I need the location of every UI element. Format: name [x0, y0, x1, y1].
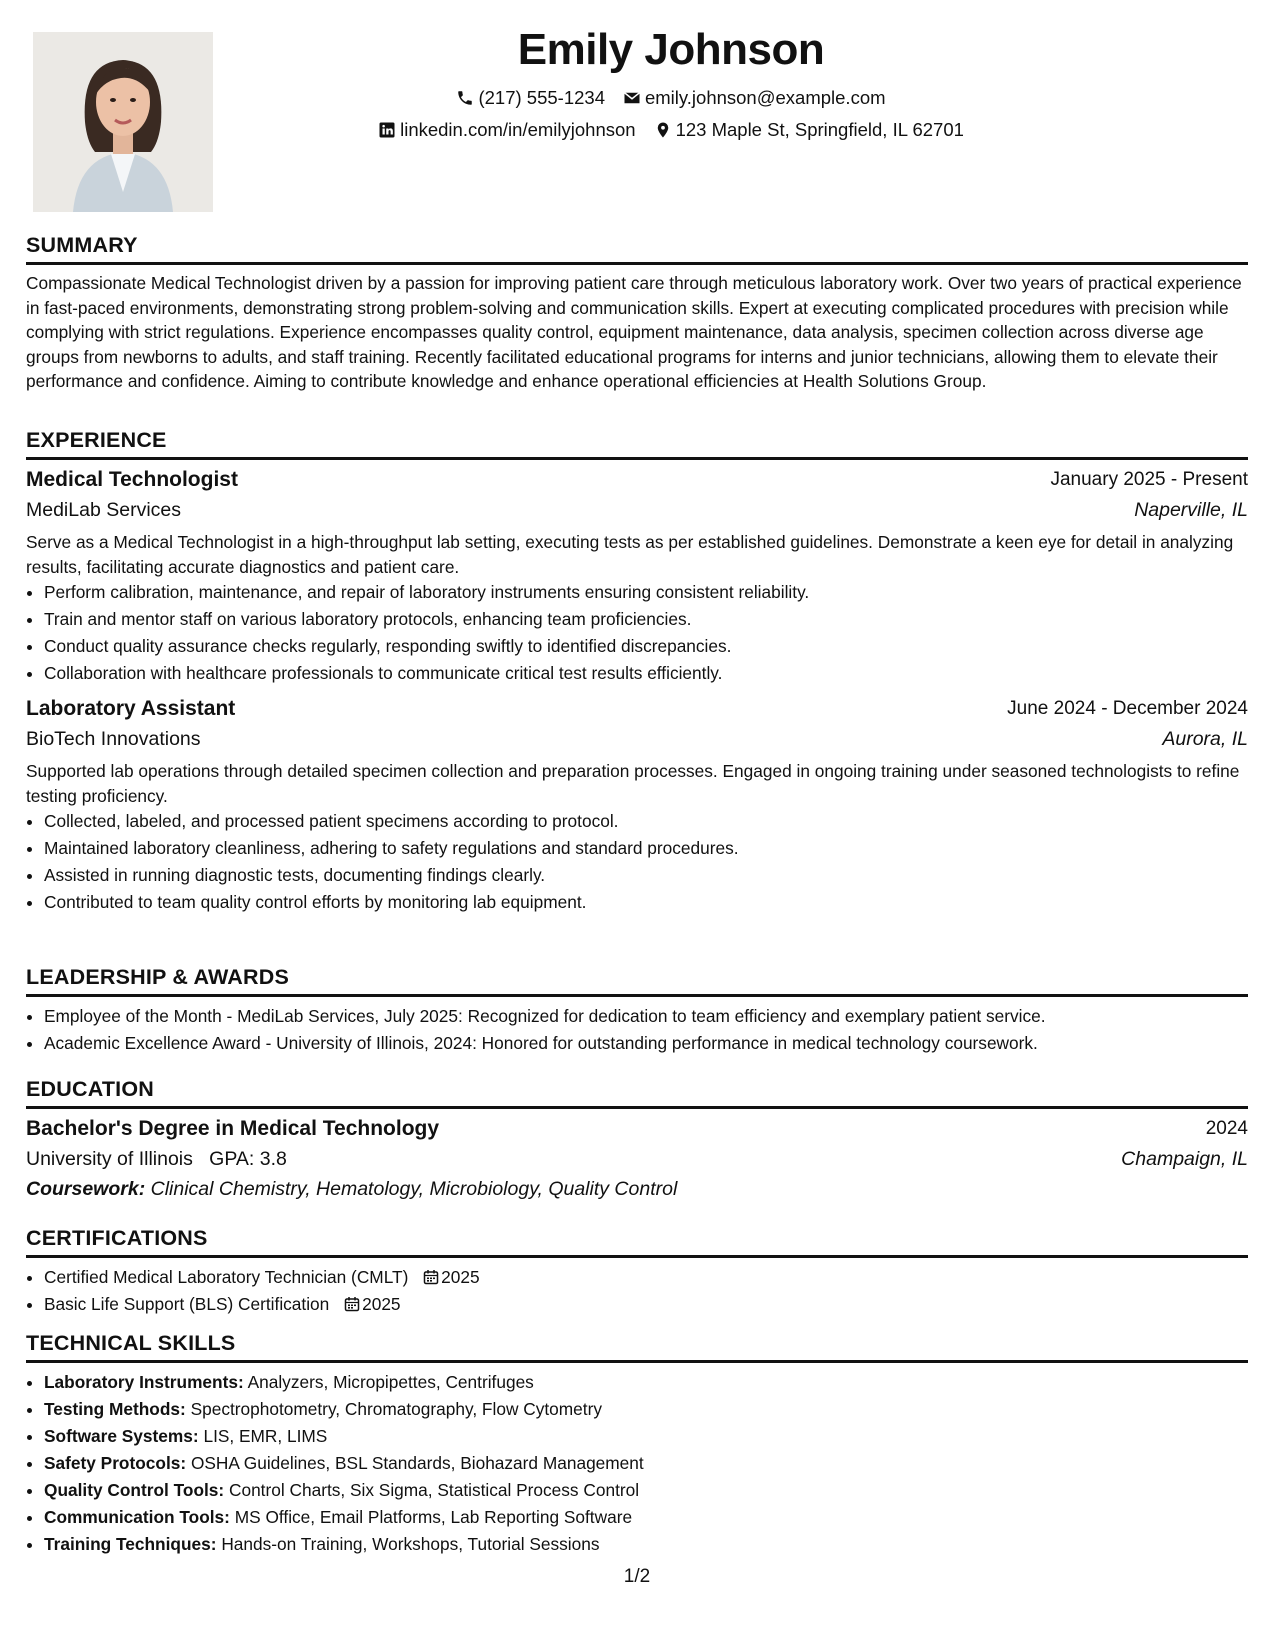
list-item: • Assisted in running diagnostic tests, documenting findings clearly.	[44, 862, 1248, 889]
job-header	[26, 464, 1248, 495]
page-number: 1/2	[623, 1566, 651, 1587]
job-header	[26, 693, 1248, 724]
list-item: • Maintained laboratory cleanliness, adhering to safety regulations and standard procedures.	[44, 835, 1248, 862]
section-title: TECHNICAL SKILLS	[26, 1328, 1248, 1363]
skill-label: Laboratory Instruments:	[44, 1372, 244, 1392]
certification-name: Certified Medical Laboratory Technician (CMLT)	[44, 1267, 409, 1287]
awards-list	[26, 1003, 1248, 1057]
list-item: • Employee of the Month - MediLab Services, July 2025: Recognized for dedication to team efficiency and exemplary patient service.	[44, 1003, 1248, 1030]
skill-value: LIS, EMR, LIMS	[203, 1426, 328, 1446]
company-name: BioTech Innovations	[26, 728, 201, 750]
school-info	[26, 1144, 287, 1174]
list-item	[44, 1396, 1248, 1423]
contact-line-2	[226, 114, 1116, 146]
skill-label: Software Systems:	[44, 1426, 199, 1446]
list-item	[44, 1264, 1248, 1291]
skills-list	[26, 1369, 1248, 1558]
email-contact[interactable]	[623, 82, 886, 114]
section-title: CERTIFICATIONS	[26, 1223, 1248, 1258]
job-bullets	[26, 579, 1248, 687]
school-location: Champaign, IL	[1121, 1148, 1248, 1170]
phone-text: (217) 555-1234	[478, 87, 605, 108]
linkedin-icon	[378, 121, 396, 139]
linkedin-contact[interactable]	[378, 114, 635, 146]
skill-value: Hands-on Training, Workshops, Tutorial Sessions	[221, 1534, 600, 1554]
certification-year: 2025	[441, 1267, 480, 1287]
job-bullets	[26, 808, 1248, 916]
contact-line-1	[226, 82, 1116, 114]
job-entry	[26, 464, 1248, 687]
graduation-year: 2024	[1205, 1118, 1248, 1139]
address-contact	[654, 114, 964, 146]
map-pin-icon	[654, 121, 672, 139]
job-location: Naperville, IL	[1134, 499, 1248, 521]
coursework-line	[26, 1174, 1248, 1204]
list-item: • Conduct quality assurance checks regularly, responding swiftly to identified discrepancies.	[44, 633, 1248, 660]
certification-name: Basic Life Support (BLS) Certification	[44, 1294, 330, 1314]
list-item: • Perform calibration, maintenance, and repair of laboratory instruments ensuring consistent reliability.	[44, 579, 1248, 606]
envelope-icon	[623, 89, 641, 107]
skills-section	[26, 1328, 1248, 1558]
job-description: Serve as a Medical Technologist in a high-throughput lab setting, executing tests as per established guidelines. Demonstrate a keen eye for detail in analyzing results, facilitating accurate diagnostics and patient care.	[26, 532, 1234, 577]
summary-section	[26, 230, 1248, 394]
skill-label: Safety Protocols:	[44, 1453, 187, 1473]
education-section	[26, 1074, 1248, 1204]
list-item	[44, 1423, 1248, 1450]
section-title: LEADERSHIP & AWARDS	[26, 962, 1248, 997]
address-text: 123 Maple St, Springfield, IL 62701	[675, 119, 964, 140]
profile-photo	[33, 32, 213, 212]
calendar-icon	[423, 1269, 439, 1285]
list-item	[44, 1531, 1248, 1558]
list-item	[44, 1291, 1248, 1318]
candidate-name: Emily Johnson	[517, 25, 825, 74]
skill-value: MS Office, Email Platforms, Lab Reporting Software	[234, 1507, 633, 1527]
section-title: EDUCATION	[26, 1074, 1248, 1109]
job-subheader	[26, 724, 1248, 754]
experience-section	[26, 425, 1248, 916]
list-item	[44, 1369, 1248, 1396]
linkedin-text: linkedin.com/in/emilyjohnson	[400, 119, 636, 140]
job-dates: January 2025 - Present	[1050, 469, 1248, 490]
job-dates: June 2024 - December 2024	[1007, 698, 1248, 719]
job-description: Supported lab operations through detailed specimen collection and preparation processes. Engaged in ongoing training under seasoned technologists to refine testing proficiency.	[26, 761, 1240, 806]
skill-label: Quality Control Tools:	[44, 1480, 225, 1500]
phone-icon	[456, 89, 474, 107]
coursework-label: Coursework:	[26, 1178, 146, 1200]
list-item	[44, 1504, 1248, 1531]
list-item: • Collaboration with healthcare professionals to communicate critical test results efficiently.	[44, 660, 1248, 687]
resume-header	[226, 18, 1116, 146]
degree-header	[26, 1113, 1248, 1144]
company-name: MediLab Services	[26, 499, 181, 521]
gpa: GPA: 3.8	[209, 1148, 287, 1170]
list-item: • Contributed to team quality control efforts by monitoring lab equipment.	[44, 889, 1248, 916]
section-title: SUMMARY	[26, 230, 1248, 265]
list-item: • Train and mentor staff on various laboratory protocols, enhancing team proficiencies.	[44, 606, 1248, 633]
certifications-section	[26, 1223, 1248, 1318]
skill-label: Testing Methods:	[44, 1399, 186, 1419]
summary-text: Compassionate Medical Technologist driven by a passion for improving patient care through meticulous laboratory work. Over two years of practical experience in fast-paced environments, demonstrating strong problem-solving and communication skills. Expert at executing complicated procedures with precision while complying with strict regulations. Experience encompasses quality control, equipment maintenance, data analysis, specimen collection across diverse age groups from newborns to adults, and staff training. Recently facilitated educational programs for interns and junior technicians, allowing them to elevate their performance and confidence. Aiming to contribute knowledge and enhance operational efficiencies at Health Solutions Group.	[26, 273, 1242, 391]
email-text: emily.johnson@example.com	[644, 87, 886, 108]
resume-page	[26, 0, 1248, 1650]
school-line	[26, 1144, 1248, 1174]
job-location: Aurora, IL	[1162, 728, 1248, 750]
job-title: Medical Technologist	[26, 468, 238, 491]
skill-label: Communication Tools:	[44, 1507, 230, 1527]
school-name: University of Illinois	[26, 1148, 193, 1170]
certifications-list	[26, 1264, 1248, 1318]
list-item: • Academic Excellence Award - University of Illinois, 2024: Honored for outstanding performance in medical technology coursework.	[44, 1030, 1248, 1057]
skill-value: Spectrophotometry, Chromatography, Flow Cytometry	[190, 1399, 602, 1419]
degree-name: Bachelor's Degree in Medical Technology	[26, 1117, 440, 1140]
list-item: • Collected, labeled, and processed patient specimens according to protocol.	[44, 808, 1248, 835]
phone-contact	[456, 82, 605, 114]
awards-section	[26, 962, 1248, 1057]
calendar-icon	[344, 1296, 360, 1312]
section-title: EXPERIENCE	[26, 425, 1248, 460]
skill-value: Analyzers, Micropipettes, Centrifuges	[247, 1372, 534, 1392]
list-item	[44, 1477, 1248, 1504]
job-subheader	[26, 495, 1248, 525]
skill-value: Control Charts, Six Sigma, Statistical Process Control	[228, 1480, 640, 1500]
job-title: Laboratory Assistant	[26, 697, 236, 720]
certification-year: 2025	[362, 1294, 401, 1314]
list-item	[44, 1450, 1248, 1477]
skill-label: Training Techniques:	[44, 1534, 217, 1554]
coursework-list: Clinical Chemistry, Hematology, Microbiology, Quality Control	[150, 1178, 678, 1200]
skill-value: OSHA Guidelines, BSL Standards, Biohazard Management	[190, 1453, 644, 1473]
job-entry	[26, 693, 1248, 916]
